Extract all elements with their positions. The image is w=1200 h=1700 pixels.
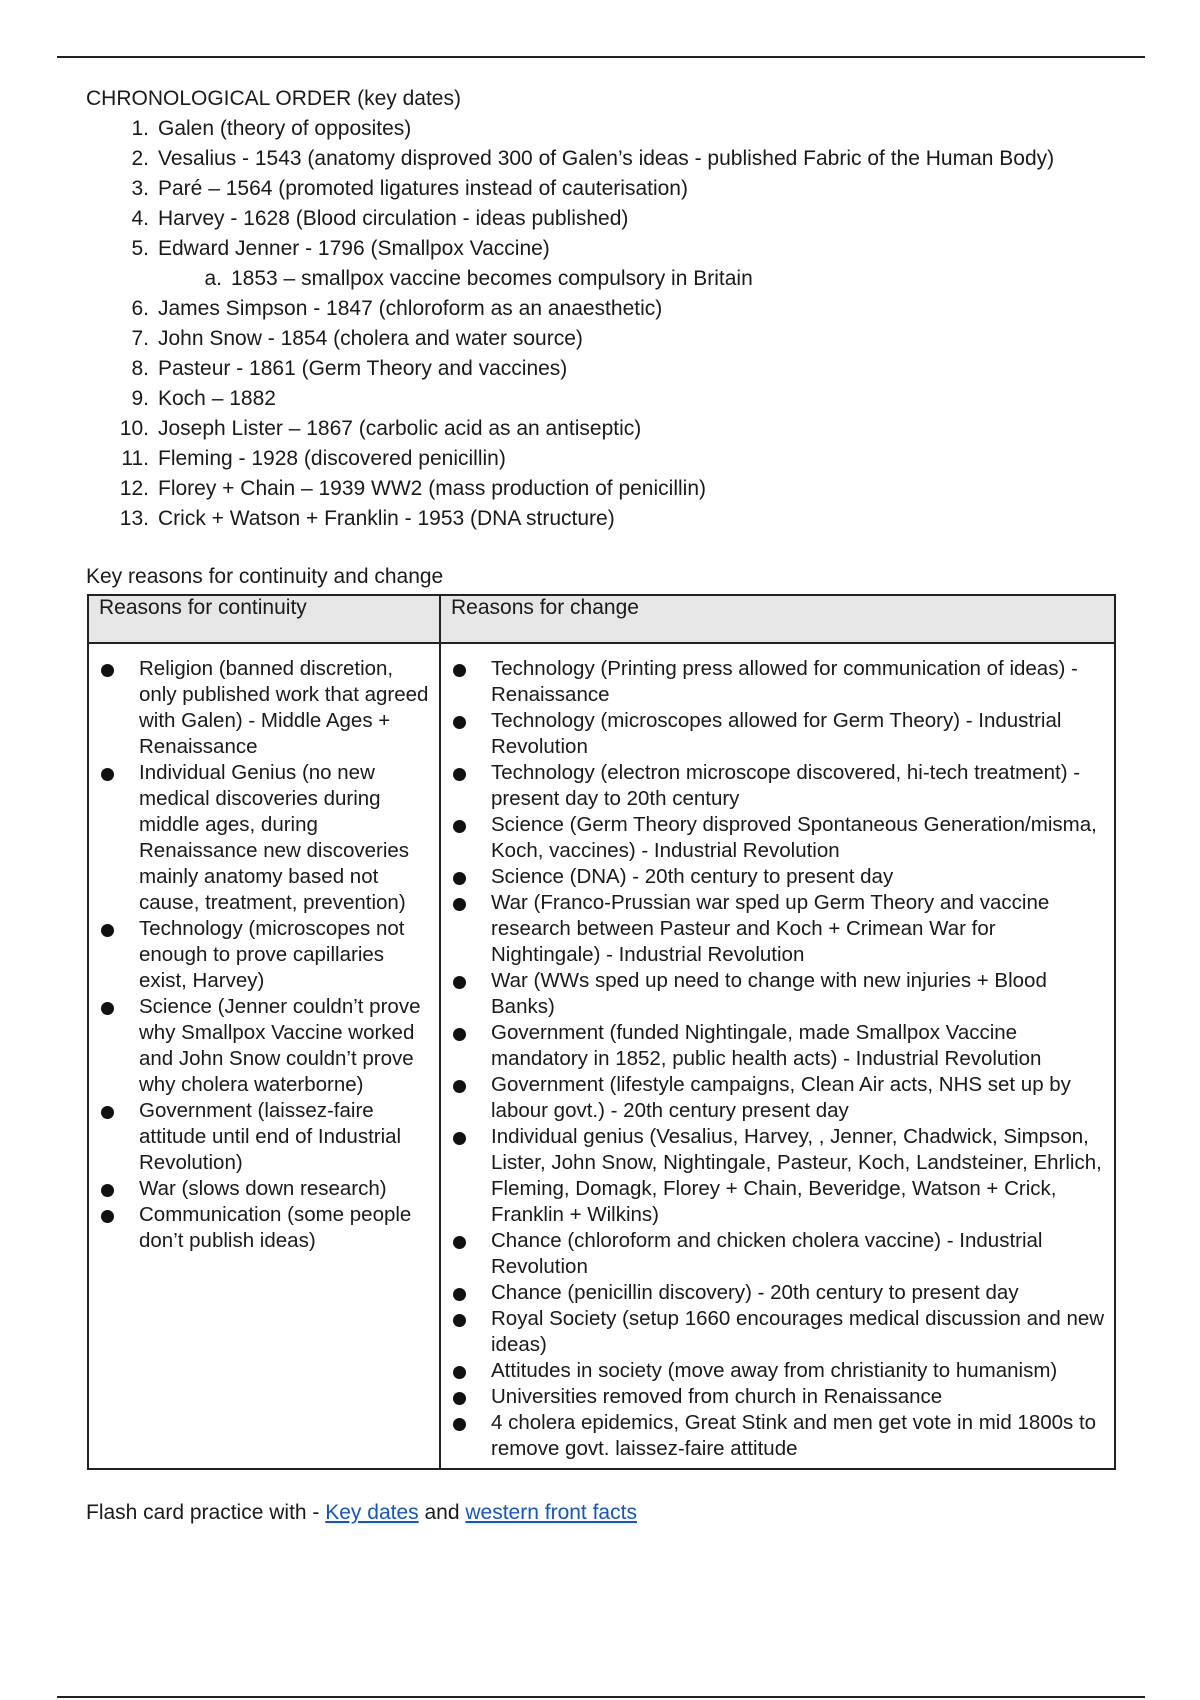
list-item: Chance (chloroform and chicken cholera vaccine) - Industrial Revolution <box>449 1228 1106 1280</box>
list-item: Technology (Printing press allowed for communication of ideas) - Renaissance <box>449 656 1106 708</box>
change-list <box>449 656 1106 1462</box>
list-item: 8. Pasteur - 1861 (Germ Theory and vaccines) <box>131 357 568 380</box>
list-item: 5. Edward Jenner - 1796 (Smallpox Vaccine) <box>131 237 550 260</box>
list-item: Communication (some people don’t publish ideas) <box>97 1202 431 1254</box>
list-item: 3. Paré – 1564 (promoted ligatures instead of cauterisation) <box>131 177 688 200</box>
list-item: Individual Genius (no new medical discoveries during middle ages, during Renaissance new discoveries mainly anatomy based not cause, treatment, prevention) <box>97 760 431 916</box>
continuity-list <box>97 656 431 1254</box>
list-item: 6. James Simpson - 1847 (chloroform as an anaesthetic) <box>131 297 663 320</box>
list-item: Chance (penicillin discovery) - 20th century to present day <box>449 1280 1106 1306</box>
change-cell <box>440 643 1115 1469</box>
western-front-facts-link[interactable]: western front facts <box>465 1501 637 1524</box>
top-rule <box>57 56 1145 58</box>
list-item: Government (funded Nightingale, made Smallpox Vaccine mandatory in 1852, public health acts) - Industrial Revolution <box>449 1020 1106 1072</box>
list-item: 9. Koch – 1882 <box>131 387 276 410</box>
list-item: Universities removed from church in Renaissance <box>449 1384 1106 1410</box>
list-item: Government (laissez-faire attitude until end of Industrial Revolution) <box>97 1098 431 1176</box>
chronology-heading: CHRONOLOGICAL ORDER (key dates) <box>86 87 461 110</box>
change-header: Reasons for change <box>440 595 1115 643</box>
list-item: Technology (microscopes allowed for Germ Theory) - Industrial Revolution <box>449 708 1106 760</box>
list-item: War (Franco-Prussian war sped up Germ Theory and vaccine research between Pasteur and Koch + Crimean War for Nightingale) - Industrial Revolution <box>449 890 1106 968</box>
list-item: Government (lifestyle campaigns, Clean Air acts, NHS set up by labour govt.) - 20th century present day <box>449 1072 1106 1124</box>
list-item: War (slows down research) <box>97 1176 431 1202</box>
list-item: 11. Fleming - 1928 (discovered penicillin) <box>121 447 506 470</box>
list-item: 4. Harvey - 1628 (Blood circulation - ideas published) <box>131 207 629 230</box>
key-dates-list <box>86 114 1054 534</box>
bottom-rule <box>57 1696 1145 1698</box>
list-item: 4 cholera epidemics, Great Stink and men get vote in mid 1800s to remove govt. laissez-faire attitude <box>449 1410 1106 1462</box>
list-item: Technology (microscopes not enough to prove capillaries exist, Harvey) <box>97 916 431 994</box>
footer-prefix: Flash card practice with - <box>86 1501 326 1524</box>
list-item: Individual genius (Vesalius, Harvey, , Jenner, Chadwick, Simpson, Lister, John Snow, Nightingale, Pasteur, Koch, Landsteiner, Ehrlich, Fleming, Domagk, Florey + Chain, Beveridge, Watson + Crick, Franklin + Wilkins) <box>449 1124 1106 1228</box>
table-row <box>88 643 1115 1469</box>
list-item: 2. Vesalius - 1543 (anatomy disproved 300 of Galen’s ideas - published Fabric of the Human Body) <box>131 147 1055 170</box>
continuity-header: Reasons for continuity <box>88 595 440 643</box>
list-item: 10. Joseph Lister – 1867 (carbolic acid as an antiseptic) <box>119 417 642 440</box>
continuity-cell <box>88 643 440 1469</box>
key-dates-link[interactable]: Key dates <box>325 1501 419 1524</box>
list-item: 13. Crick + Watson + Franklin - 1953 (DNA structure) <box>119 507 615 530</box>
reasons-table <box>87 594 1116 1470</box>
list-item: Science (Germ Theory disproved Spontaneous Generation/misma, Koch, vaccines) - Industrial Revolution <box>449 812 1106 864</box>
list-item: 12. Florey + Chain – 1939 WW2 (mass production of penicillin) <box>119 477 706 500</box>
list-item: Attitudes in society (move away from christianity to humanism) <box>449 1358 1106 1384</box>
list-item: Religion (banned discretion, only published work that agreed with Galen) - Middle Ages + Renaissance <box>97 656 431 760</box>
footer-middle: and <box>418 1501 466 1524</box>
list-item: Royal Society (setup 1660 encourages medical discussion and new ideas) <box>449 1306 1106 1358</box>
sub-list-item: a. 1853 – smallpox vaccine becomes compulsory in Britain <box>204 267 753 290</box>
reasons-title: Key reasons for continuity and change <box>86 565 444 588</box>
flash-card-footer <box>86 1498 637 1528</box>
list-item: 7. John Snow - 1854 (cholera and water source) <box>131 327 583 350</box>
list-item: Technology (electron microscope discovered, hi-tech treatment) - present day to 20th century <box>449 760 1106 812</box>
list-item: 1. Galen (theory of opposites) <box>131 117 412 140</box>
table-header-row <box>88 595 1115 643</box>
list-item: War (WWs sped up need to change with new injuries + Blood Banks) <box>449 968 1106 1020</box>
list-item: Science (DNA) - 20th century to present day <box>449 864 1106 890</box>
list-item: Science (Jenner couldn’t prove why Smallpox Vaccine worked and John Snow couldn’t prove why cholera waterborne) <box>97 994 431 1098</box>
